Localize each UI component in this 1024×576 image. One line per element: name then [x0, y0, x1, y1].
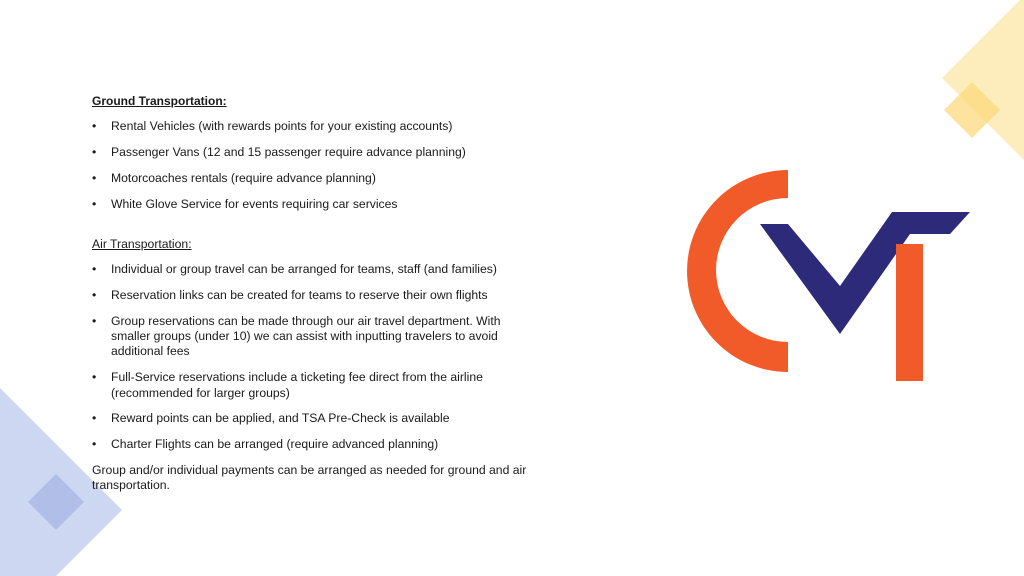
air-transportation-list [92, 262, 542, 453]
list-item: • Passenger Vans (12 and 15 passenger require advance planning) [92, 145, 542, 160]
list-item: • White Glove Service for events requiring car services [92, 197, 542, 212]
list-item: • Charter Flights can be arranged (require advanced planning) [92, 437, 542, 452]
list-item: • Individual or group travel can be arranged for teams, staff (and families) [92, 262, 542, 277]
list-item: • Reservation links can be created for teams to reserve their own flights [92, 288, 542, 303]
list-item: • Rental Vehicles (with rewards points for your existing accounts) [92, 119, 542, 134]
section-gap [92, 223, 542, 237]
cmt-logo [684, 168, 974, 388]
list-item: • Group reservations can be made through our air travel department. With smaller groups (under 10) we can assist with inputting travelers to avoid additional fees [92, 314, 542, 360]
list-item: • Full-Service reservations include a ticketing fee direct from the airline (recommended for larger groups) [92, 370, 542, 401]
yellow-diamond-large [942, 0, 1024, 160]
air-transportation-heading: Air Transportation: [92, 236, 192, 251]
payments-note: Group and/or individual payments can be arranged as needed for ground and air transportation. [92, 463, 527, 493]
logo-v-shape [760, 212, 970, 334]
logo-c-shape [687, 170, 788, 372]
content-column [92, 94, 542, 494]
ground-transportation-list [92, 119, 542, 212]
logo-t-stem [896, 244, 923, 381]
list-item: • Motorcoaches rentals (require advance planning) [92, 171, 542, 186]
list-item: • Reward points can be applied, and TSA Pre-Check is available [92, 411, 542, 426]
ground-transportation-heading: Ground Transportation: [92, 94, 227, 108]
